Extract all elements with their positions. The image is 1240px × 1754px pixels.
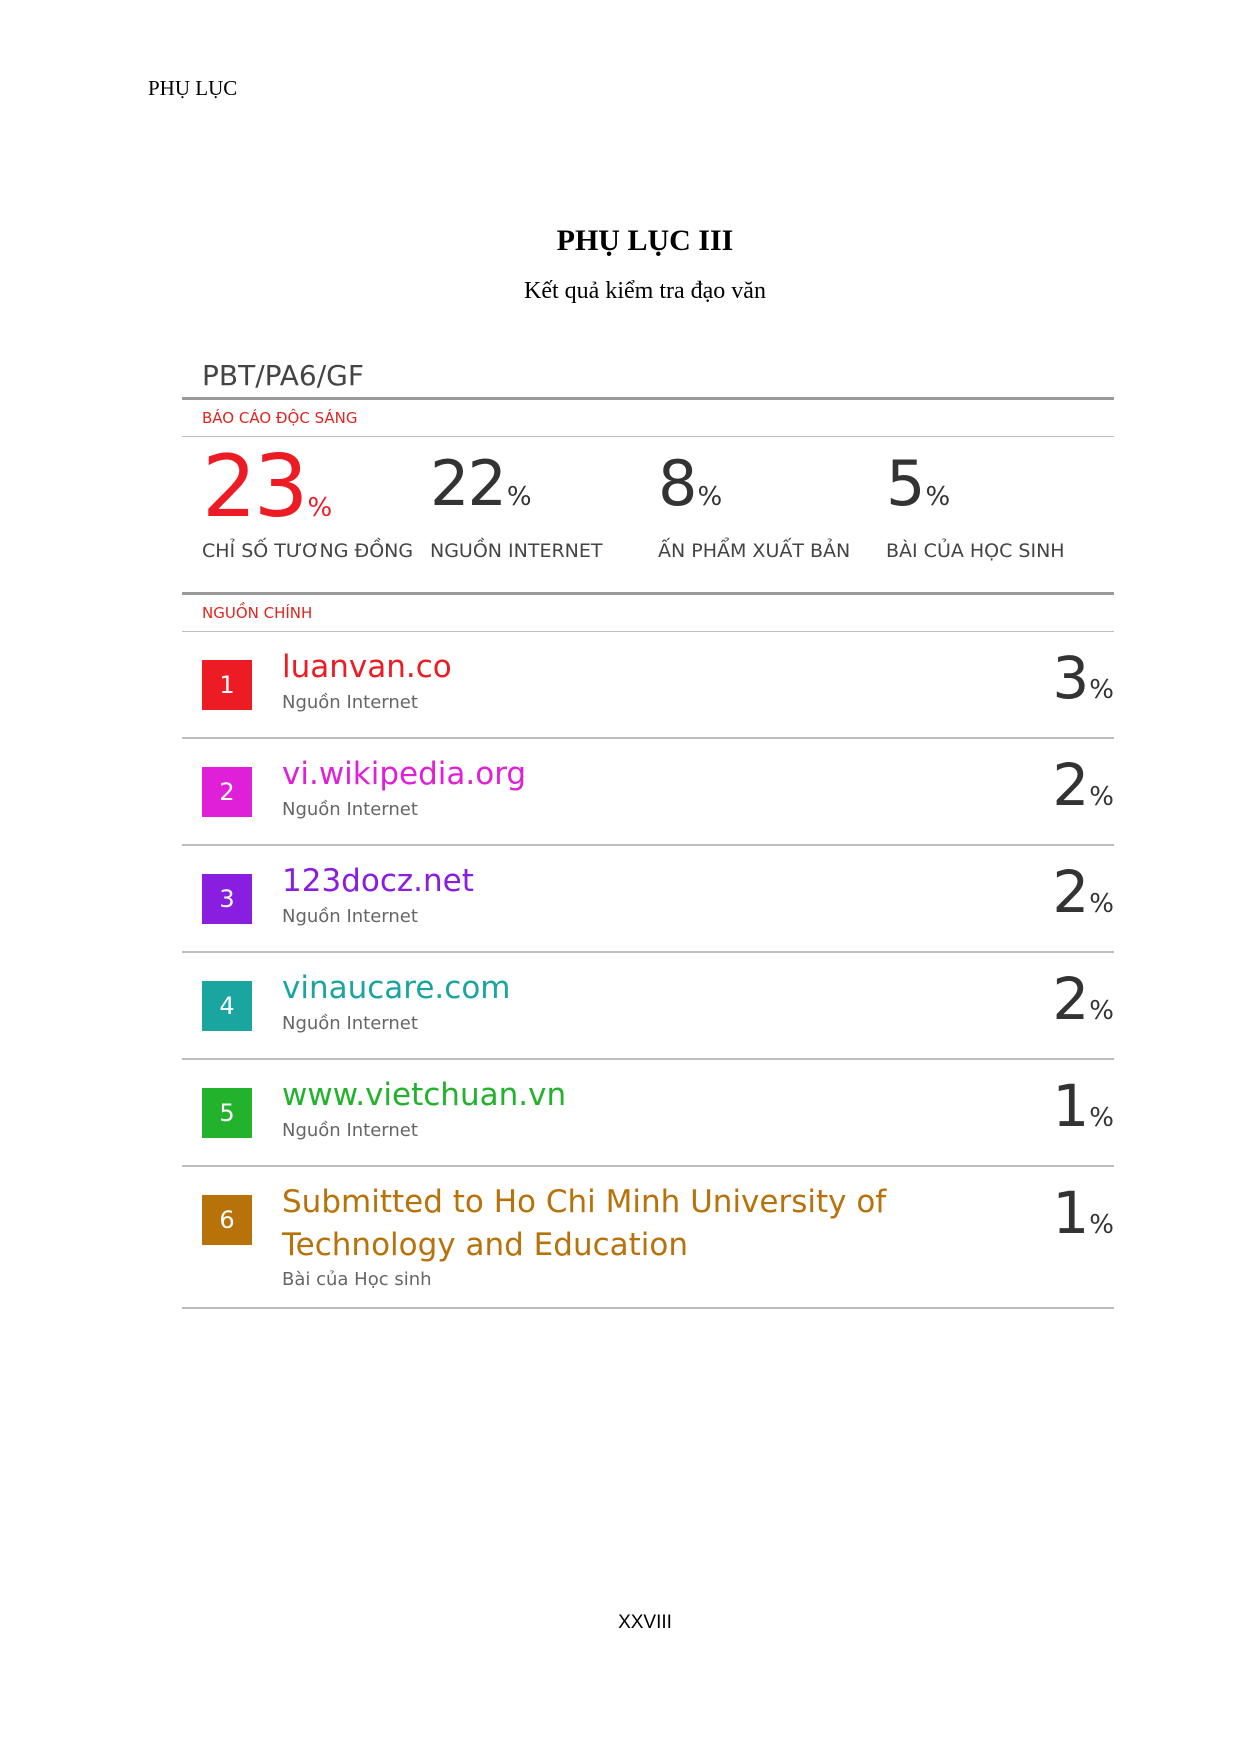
stat-value: 23 — [202, 437, 306, 537]
running-header: PHỤ LỤC — [148, 76, 238, 100]
source-percent-unit: % — [1089, 1210, 1114, 1240]
stat-publications — [658, 437, 886, 592]
stat-label: NGUỒN INTERNET — [430, 540, 603, 562]
source-percent-value: 2 — [1052, 751, 1090, 819]
stat-value: 22 — [430, 447, 505, 520]
originality-report-label: BÁO CÁO ĐỘC SÁNG — [202, 409, 358, 427]
source-percent-value: 2 — [1052, 858, 1090, 926]
primary-sources-label: NGUỒN CHÍNH — [202, 604, 313, 622]
source-percent-unit: % — [1089, 889, 1114, 919]
source-percent — [1052, 1072, 1114, 1140]
source-percent — [1052, 858, 1114, 926]
source-type: Bài của Học sinh — [282, 1269, 432, 1290]
document-title: PBT/PA6/GF — [202, 359, 364, 392]
source-name[interactable]: vi.wikipedia.org — [282, 756, 527, 792]
stat-similarity-index — [202, 437, 430, 592]
source-name[interactable]: vinaucare.com — [282, 970, 511, 1006]
source-rank-badge: 6 — [202, 1195, 252, 1245]
source-row[interactable] — [182, 953, 1114, 1060]
source-percent-value: 2 — [1052, 965, 1090, 1033]
stat-unit: % — [925, 482, 951, 512]
source-row[interactable] — [182, 846, 1114, 953]
stat-value: 8 — [658, 447, 696, 520]
stat-student-papers — [886, 437, 1114, 592]
page-number: XXVIII — [618, 1612, 672, 1633]
source-rank-badge: 5 — [202, 1088, 252, 1138]
stat-value: 5 — [886, 447, 924, 520]
source-rank-badge: 1 — [202, 660, 252, 710]
source-row[interactable] — [182, 1060, 1114, 1167]
source-percent-value: 1 — [1052, 1179, 1090, 1247]
source-percent — [1052, 965, 1114, 1033]
source-percent-unit: % — [1089, 996, 1114, 1026]
source-percent-value: 1 — [1052, 1072, 1090, 1140]
stat-label: CHỈ SỐ TƯƠNG ĐỒNG — [202, 540, 414, 562]
source-name[interactable]: Submitted to Ho Chi Minh University of Technology and Education — [282, 1184, 887, 1263]
source-percent-unit: % — [1089, 782, 1114, 812]
source-type: Nguồn Internet — [282, 1013, 418, 1034]
stat-unit: % — [697, 482, 723, 512]
source-percent-value: 3 — [1052, 644, 1090, 712]
appendix-subtitle: Kết quả kiểm tra đạo văn — [524, 278, 766, 304]
similarity-stats — [182, 437, 1114, 592]
source-type: Nguồn Internet — [282, 692, 418, 713]
source-percent — [1052, 644, 1114, 712]
appendix-title: PHỤ LỤC III — [556, 224, 734, 257]
stat-label: BÀI CỦA HỌC SINH — [886, 540, 1065, 562]
stat-unit: % — [307, 493, 333, 523]
source-type: Nguồn Internet — [282, 1120, 418, 1141]
source-type: Nguồn Internet — [282, 799, 418, 820]
stat-label: ẤN PHẨM XUẤT BẢN — [658, 540, 851, 562]
source-name[interactable]: 123docz.net — [282, 863, 474, 899]
originality-report — [182, 355, 1114, 1309]
source-row[interactable] — [182, 632, 1114, 739]
source-name[interactable]: www.vietchuan.vn — [282, 1077, 567, 1113]
source-percent — [1052, 751, 1114, 819]
source-name[interactable]: luanvan.co — [282, 649, 452, 685]
source-percent — [1052, 1179, 1114, 1247]
source-row[interactable] — [182, 1167, 1114, 1309]
stat-unit: % — [506, 482, 532, 512]
source-rank-badge: 4 — [202, 981, 252, 1031]
source-rank-badge: 2 — [202, 767, 252, 817]
source-rank-badge: 3 — [202, 874, 252, 924]
source-percent-unit: % — [1089, 675, 1114, 705]
source-type: Nguồn Internet — [282, 906, 418, 927]
stat-internet-sources — [430, 437, 658, 592]
source-row[interactable] — [182, 739, 1114, 846]
source-percent-unit: % — [1089, 1103, 1114, 1133]
